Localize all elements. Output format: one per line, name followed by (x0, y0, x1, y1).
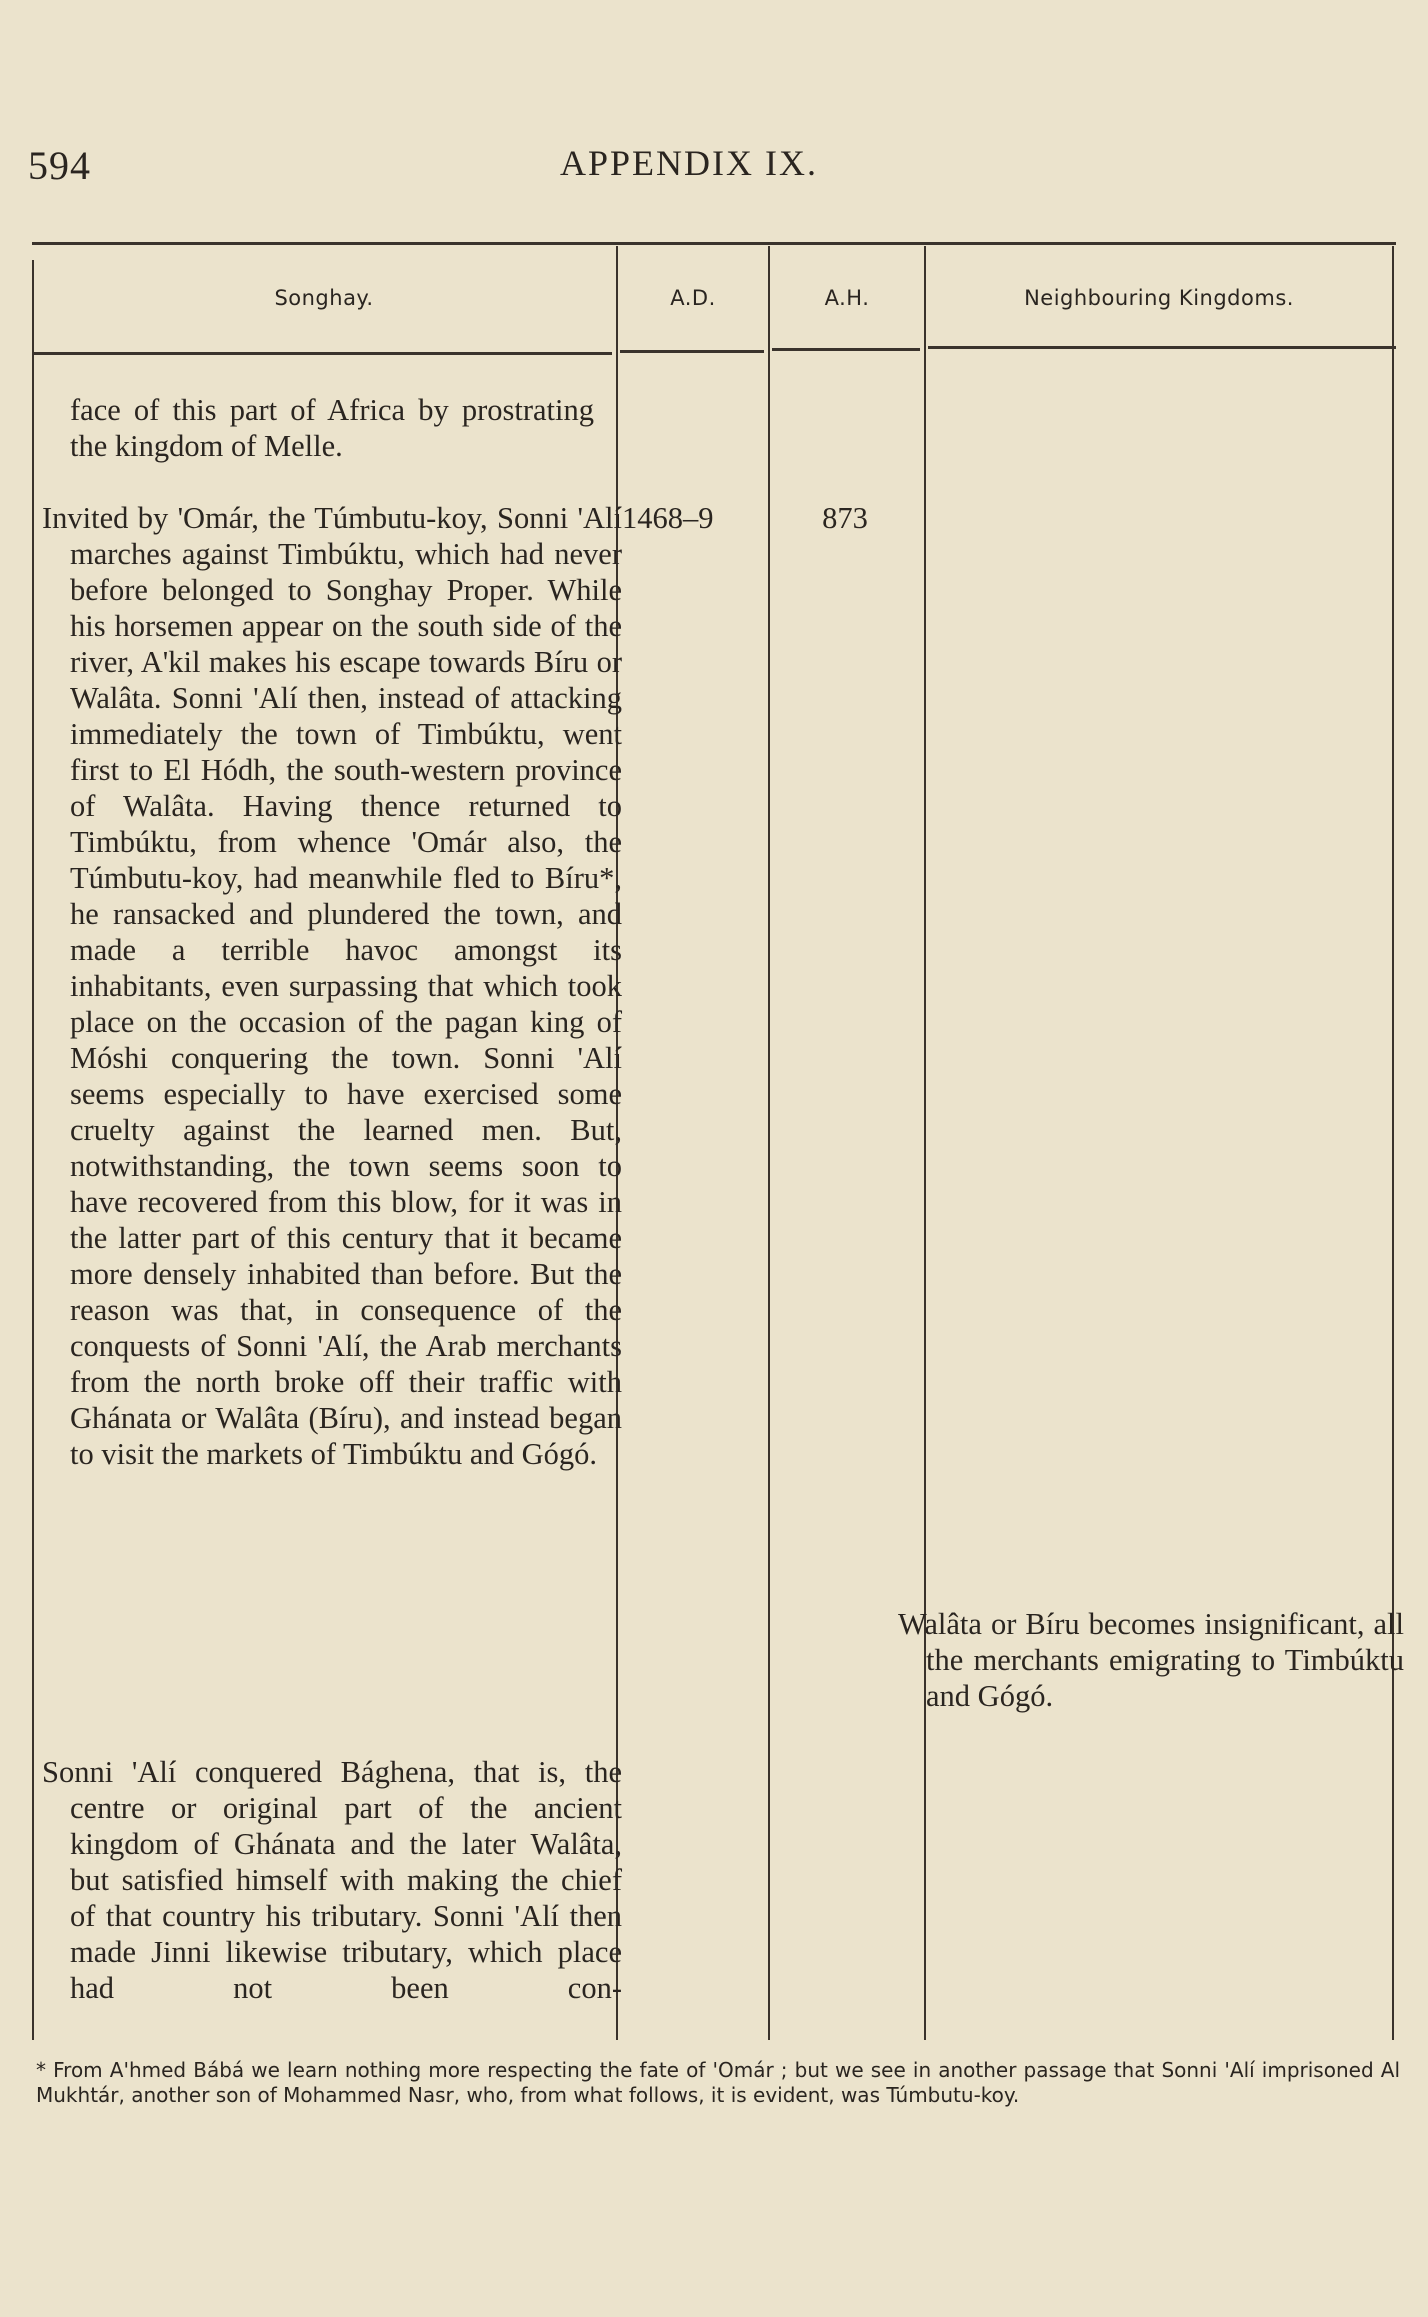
column-rule-3 (924, 246, 926, 2040)
running-title: APPENDIX IX. (560, 143, 818, 183)
header-rule-ad (620, 350, 764, 353)
footnote: * From A'hmed Bábá we learn nothing more respecting the fate of 'Omár ; but we see in another passage that Sonni 'Alí imprisoned Al Mukhtár, another son of Mohammed Nasr, who, from what follows, it is evident, was Túmbutu-koy. (36, 2058, 1400, 2107)
songhay-paragraph-continued: face of this part of Africa by prostrating the kingdom of Melle. (70, 393, 594, 463)
table-top-rule (32, 242, 1396, 245)
column-header-neighbouring-kingdoms: Neighbouring Kingdoms. (1024, 286, 1294, 310)
songhay-paragraph-baghena: Sonni 'Alí conquered Bághena, that is, the centre or original part of the ancient kingdom of Ghánata and the later Walâta, but satisfied himself with making the chief of that country his tributary. Sonni 'Alí then made Jinni likewise tributary, which place had not been con- (42, 1755, 622, 2005)
ad-year: 1468–9 (622, 501, 714, 535)
column-rule-right (1392, 246, 1394, 2040)
neighbouring-kingdoms-entry: Walâta or Bíru becomes insignificant, all the merchants emigrating to Timbúktu and Gógó. (898, 1607, 1404, 1713)
column-header-ad: A.D. (670, 286, 716, 310)
songhay-paragraph-timbuktu: Invited by 'Omár, the Túmbutu-koy, Sonni 'Alí marches against Timbúktu, which had never before belonged to Songhay Proper. While his horsemen appear on the south side of the river, A'kil makes his escape towards Bíru or Walâta. Sonni 'Alí then, instead of attacking immediately the town of Timbúktu, went first to El Hódh, the south-western province of Walâta. Having thence returned to Timbúktu, from whence 'Omár also, the Túmbutu-koy, had meanwhile fled to Bíru*, he ransacked and plundered the town, and made a terrible havoc amongst its inhabitants, even surpassing that which took place on the occasion of the pagan king of Móshi conquering the town. Sonni 'Alí seems especially to have exercised some cruelty against the learned men. But, notwithstanding, the town seems soon to have recovered from this blow, for it was in the latter part of this century that it became more densely inhabited than before. But the reason was that, in consequence of the conquests of Sonni 'Alí, the Arab merchants from the north broke off their traffic with Ghánata or Walâta (Bíru), and instead began to visit the markets of Timbúktu and Gógó. (42, 501, 622, 1471)
header-rule-songhay (32, 352, 612, 355)
chronology-table (32, 242, 1404, 2040)
header-rule-neighbouring (928, 346, 1396, 349)
column-rule-left (32, 260, 34, 2040)
column-header-songhay: Songhay. (274, 286, 374, 310)
ah-year: 873 (822, 501, 868, 535)
page-number: 594 (28, 143, 91, 188)
column-header-ah: A.H. (824, 286, 870, 310)
column-rule-2 (768, 246, 770, 2040)
header-rule-ah (772, 348, 920, 351)
